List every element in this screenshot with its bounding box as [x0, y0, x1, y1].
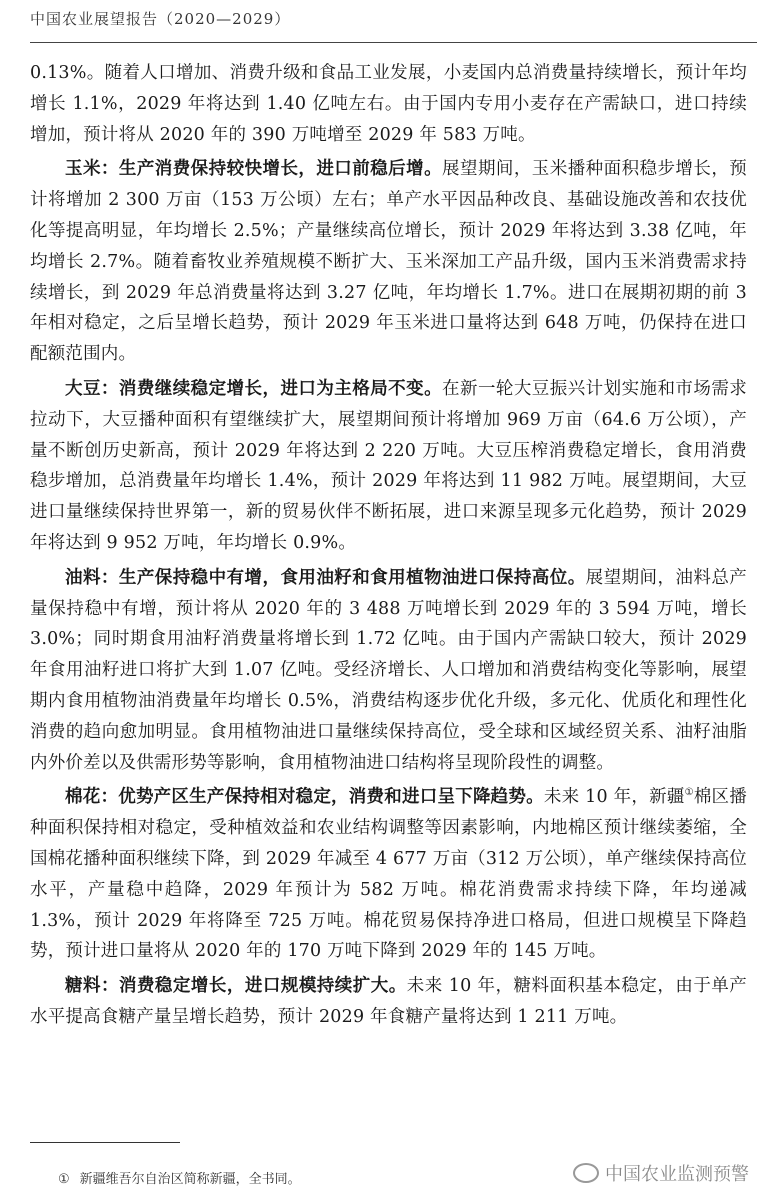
- paragraph-corn: [30, 154, 747, 370]
- paragraph-soybean: [30, 374, 747, 559]
- paragraph-oilseeds: [30, 563, 747, 779]
- paragraph-text: 在新一轮大豆振兴计划实施和市场需求拉动下，大豆播种面积有望继续扩大，展望期间预计将增加 969 万亩（64.6 万公顷），产量不断创历史新高，预计 2029 年将达到 2 220 万吨。大豆压榨消费稳定增长，食用消费稳步增加，总消费量年均增长 1.4%，预计 2029 年将达到 11 982 万吨。展望期间，大豆进口量继续保持世界第一，新的贸易伙伴不断拓展，进口来源呈现多元化趋势，预计 2029 年将达到 9 952 万吨，年均增长 0.9%。: [30, 378, 747, 553]
- footnote: [58, 1168, 301, 1187]
- paragraph-text: 展望期间，油料总产量保持稳中有增，预计将从 2020 年的 3 488 万吨增长到 2029 年的 3 594 万吨，增长 3.0%；同时期食用油籽消费量将增长到 1.72 亿吨。由于国内产需缺口较大，预计 2029 年食用油籽进口将扩大到 1.07 亿吨。受经济增长、人口增加和消费结构变化等影响，展望期内食用植物油消费量年均增长 0.5%，消费结构逐步优化升级，多元化、优质化和理性化消费的趋向愈加明显。食用植物油进口量继续保持高位，受全球和区域经贸关系、油籽油脂内外价差以及供需形势等影响，食用植物油进口结构将呈现阶段性的调整。: [30, 567, 747, 773]
- paragraph-lead: 油料：生产保持稳中有增，食用油籽和食用植物油进口保持高位。: [65, 567, 586, 588]
- body-text: [30, 58, 747, 1037]
- watermark: [573, 1160, 749, 1186]
- paragraph-lead: 玉米：生产消费保持较快增长，进口前稳后增。: [65, 159, 443, 180]
- paragraph-wheat-cont: [30, 58, 747, 150]
- footnote-text: 新疆维吾尔自治区简称新疆，全书同。: [79, 1172, 301, 1187]
- paragraph-text: 未来 10 年，糖料面积基本稳定，由于单产水平提高食糖产量呈增长趋势，预计 2029 年食糖产量将达到 1 211 万吨。: [30, 976, 747, 1027]
- footnote-divider: [30, 1142, 180, 1143]
- paragraph-text: 0.13%。随着人口增加、消费升级和食品工业发展，小麦国内总消费量持续增长，预计年均增长 1.1%，2029 年将达到 1.40 亿吨左右。由于国内专用小麦存在产需缺口，进口持续增加，预计将从 2020 年的 390 万吨增至 2029 年 583 万吨。: [30, 63, 747, 145]
- paragraph-lead: 大豆：消费继续稳定增长，进口为主格局不变。: [65, 378, 443, 399]
- footnote-mark: ①: [58, 1172, 70, 1187]
- page-header: 中国农业展望报告（2020—2029）: [30, 10, 291, 28]
- paragraph-cotton: [30, 782, 747, 967]
- header-divider: [30, 42, 757, 43]
- footnote-ref[interactable]: ①: [684, 787, 694, 799]
- paragraph-text: 展望期间，玉米播种面积稳步增长，预计将增加 2 300 万亩（153 万公顷）左右；单产水平因品种改良、基础设施改善和农技优化等提高明显，年均增长 2.5%；产量继续高位增长，预计 2029 年将达到 3.38 亿吨，年均增长 2.7%。随着畜牧业养殖规模不断扩大、玉米深加工产品升级，国内玉米消费需求持续增长，到 2029 年总消费量将达到 3.27 亿吨，年均增长 1.7%。进口在展期初期的前 3 年相对稳定，之后呈增长趋势，预计 2029 年玉米进口量将达到 648 万吨，仍保持在进口配额范围内。: [30, 159, 747, 365]
- paragraph-text-pre: 未来 10 年，新疆: [543, 787, 685, 808]
- paragraph-lead: 糖料：消费稳定增长，进口规模持续扩大。: [65, 976, 407, 997]
- paragraph-sugar: [30, 971, 747, 1033]
- paragraph-text: 棉区播种面积保持相对稳定，受种植效益和农业结构调整等因素影响，内地棉区预计继续萎缩，全国棉花播种面积继续下降，到 2029 年减至 4 677 万亩（312 万公顷），单产继续保持高位水平，产量稳中趋降，2029 年预计为 582 万吨。棉花消费需求持续下降，年均递减 1.3%，预计 2029 年将降至 725 万吨。棉花贸易保持净进口格局，但进口规模呈下降趋势，预计进口量将从 2020 年的 170 万吨下降到 2029 年的 145 万吨。: [30, 787, 747, 962]
- wechat-icon: [573, 1163, 599, 1183]
- paragraph-lead: 棉花：优势产区生产保持相对稳定，消费和进口呈下降趋势。: [65, 787, 544, 808]
- watermark-text: 中国农业监测预警: [605, 1164, 749, 1185]
